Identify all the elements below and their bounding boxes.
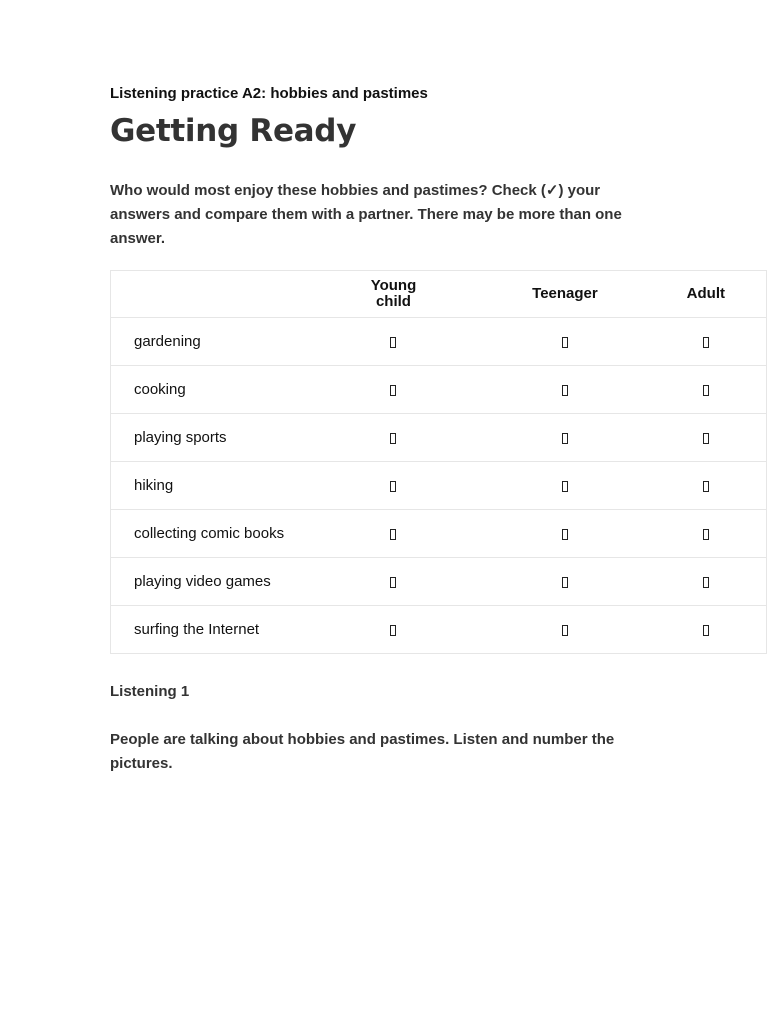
checkbox-adult[interactable] [703,385,709,396]
instructions-text: Who would most enjoy these hobbies and pastimes? Check (✓) your answers and compare them with a partner. There may be more than one answer. [110,182,622,247]
checkbox-cell [642,462,767,510]
checkbox-adult[interactable] [703,337,709,348]
checkbox-teenager[interactable] [562,529,568,540]
checkbox-teenager[interactable] [562,433,568,444]
hobby-label: surfing the Internet [111,606,333,654]
column-header-teenager [470,271,641,318]
checkbox-young-child[interactable] [390,625,396,636]
checkbox-teenager[interactable] [562,625,568,636]
checkbox-teenager[interactable] [562,481,568,492]
hobby-label: gardening [111,318,333,366]
checkbox-cell [642,558,767,606]
checkbox-young-child[interactable] [390,577,396,588]
checkbox-adult[interactable] [703,577,709,588]
checkbox-adult[interactable] [703,529,709,540]
page-kicker: Listening practice A2: hobbies and pastimes [110,85,428,102]
hobby-label: collecting comic books [111,510,333,558]
listening-instructions: People are talking about hobbies and pastimes. Listen and number the pictures. [110,731,615,772]
checkbox-cell [642,414,767,462]
hobby-label: hiking [111,462,333,510]
checkbox-young-child[interactable] [390,385,396,396]
table-row [111,318,767,366]
table-row [111,462,767,510]
checkbox-cell [642,366,767,414]
checkbox-cell [333,558,471,606]
column-header-label: Teenager [532,285,598,302]
column-header-adult [642,271,767,318]
checkbox-cell [333,510,471,558]
header-empty-cell [111,271,333,318]
checkbox-cell [333,462,471,510]
hobby-label: cooking [111,366,333,414]
page-title: Getting Ready [110,113,357,149]
checkbox-cell [642,318,767,366]
column-header-label: Young child [370,277,417,310]
table-row [111,558,767,606]
table-row [111,366,767,414]
checkbox-teenager[interactable] [562,337,568,348]
checkbox-cell [470,366,641,414]
column-header-young-child [333,271,471,318]
hobby-label: playing video games [111,558,333,606]
hobbies-table [110,270,767,654]
checkbox-adult[interactable] [703,625,709,636]
checkbox-cell [642,606,767,654]
table-row [111,414,767,462]
checkbox-cell [470,318,641,366]
hobby-label: playing sports [111,414,333,462]
checkbox-adult[interactable] [703,433,709,444]
checkbox-teenager[interactable] [562,577,568,588]
column-header-label: Adult [686,285,725,302]
checkbox-teenager[interactable] [562,385,568,396]
table-header-row [111,271,767,318]
checkbox-cell [333,366,471,414]
checkbox-adult[interactable] [703,481,709,492]
checkbox-cell [470,462,641,510]
table-row [111,606,767,654]
checkbox-cell [470,558,641,606]
checkbox-cell [470,510,641,558]
checkbox-young-child[interactable] [390,481,396,492]
listening-heading: Listening 1 [110,683,190,700]
checkbox-young-child[interactable] [390,529,396,540]
checkbox-young-child[interactable] [390,433,396,444]
checkbox-cell [333,318,471,366]
checkbox-cell [333,606,471,654]
checkbox-cell [470,606,641,654]
table-row [111,510,767,558]
checkbox-cell [470,414,641,462]
checkbox-young-child[interactable] [390,337,396,348]
checkbox-cell [333,414,471,462]
checkbox-cell [642,510,767,558]
